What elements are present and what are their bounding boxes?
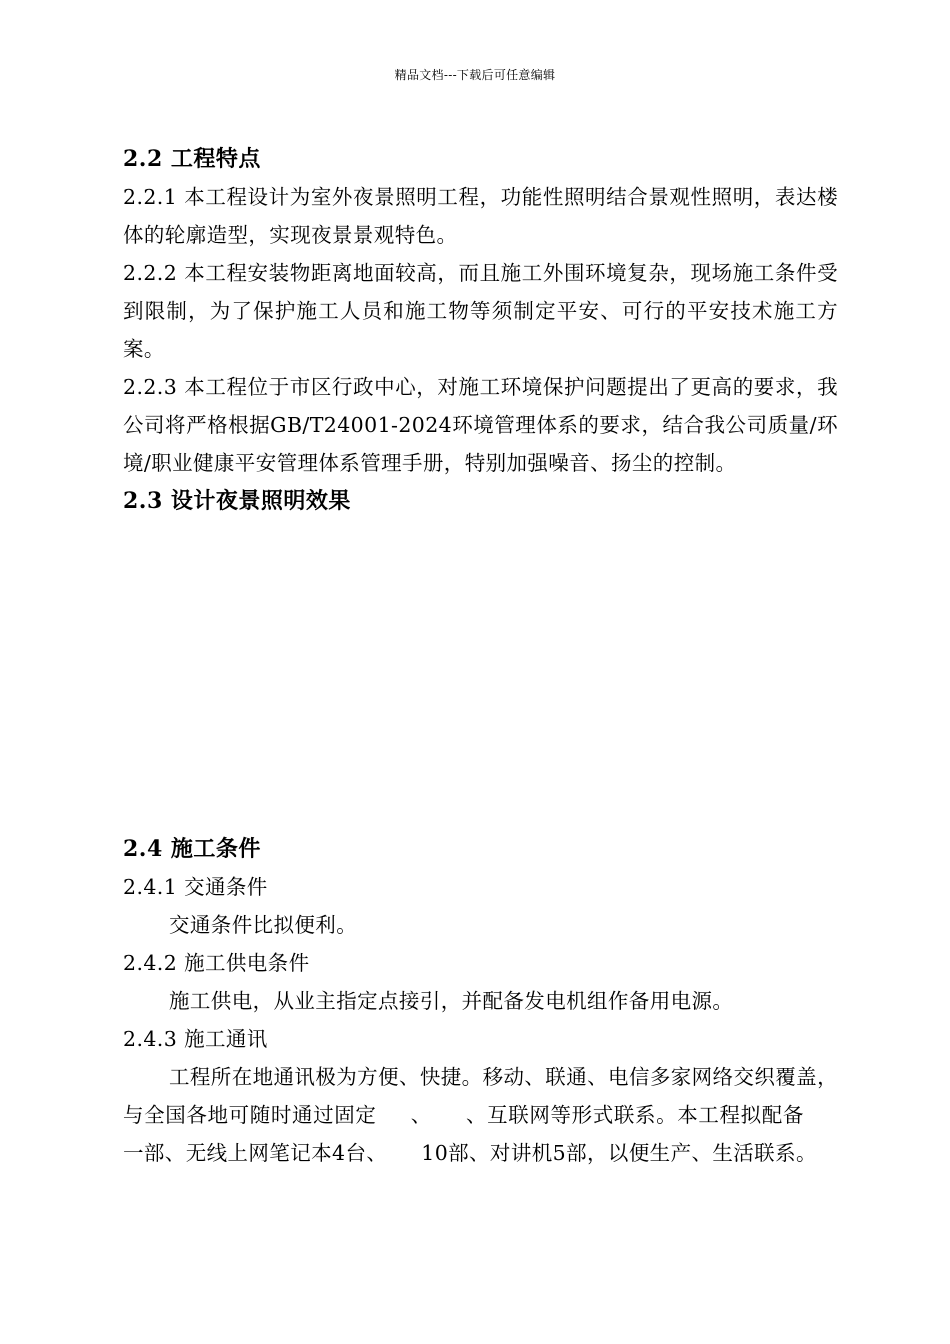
paragraph-2-2-1: 2.2.1 本工程设计为室外夜景照明工程，功能性照明结合景观性照明，表达楼体的轮廓造型，实现夜景景观特色。: [123, 185, 838, 247]
sub3-text-part-e: 10部、对讲机5部，以便生产、生活联系。: [421, 1141, 817, 1165]
section-heading-2-3: 2.3 设计夜景照明效果: [123, 488, 351, 514]
paragraph-2-2-2: 2.2.2 本工程安装物距离地面较高，而且施工外围环境复杂，现场施工条件受到限制，为了保护施工人员和施工物等须制定平安、可行的平安技术施工方案。: [123, 261, 838, 361]
subsection-2-4-1-text: 交通条件比拟便利。: [169, 913, 358, 937]
section-heading-2-2: 2.2 工程特点: [123, 146, 261, 172]
document-body: [123, 140, 838, 1172]
subsection-2-4-1-title: 2.4.1 交通条件: [123, 875, 268, 899]
sub3-text-part-d: 一部、无线上网笔记本4台、: [123, 1141, 388, 1165]
sub3-text-part-b: 、: [410, 1103, 432, 1127]
section-heading-2-4: 2.4 施工条件: [123, 836, 261, 862]
sub3-text-part-a: 工程所在地通讯极为方便、快捷。移动、联通、电信多家网络交织覆盖，与全国各地可随时通过固定: [123, 1065, 838, 1127]
sub3-text-part-c: 、互联网等形式联系。本工程拟配备: [465, 1103, 804, 1127]
page-header: 精品文档---下载后可任意编辑: [394, 68, 556, 82]
subsection-2-4-2-title: 2.4.2 施工供电条件: [123, 951, 310, 975]
lighting-effect-image-placeholder: [123, 520, 838, 830]
subsection-2-4-3-text: [123, 1058, 838, 1172]
subsection-2-4-3-title: 2.4.3 施工通讯: [123, 1027, 268, 1051]
paragraph-2-2-3: 2.2.3 本工程位于市区行政中心，对施工环境保护问题提出了更高的要求，我公司将严格根据GB/T24001-2024环境管理体系的要求，结合我公司质量/环境/职业健康平安管理体系管理手册，特别加强噪音、扬尘的控制。: [123, 375, 838, 475]
subsection-2-4-2-text: 施工供电，从业主指定点接引，并配备发电机组作备用电源。: [169, 989, 734, 1013]
